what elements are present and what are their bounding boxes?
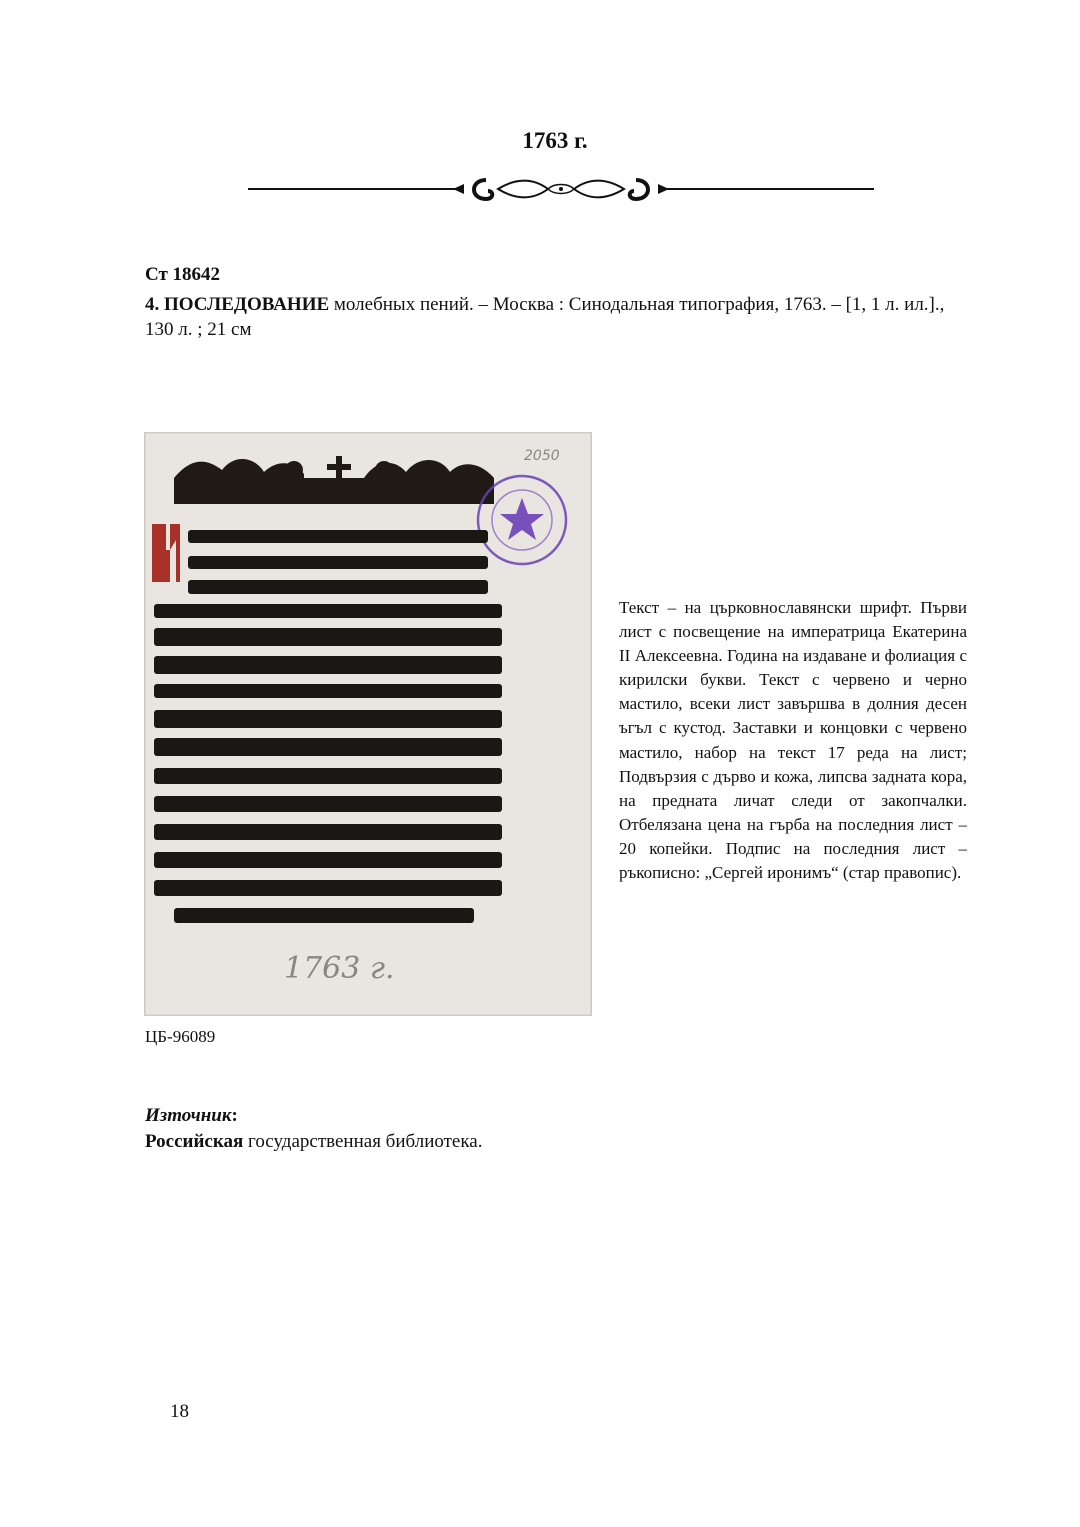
source-label-colon: : [231, 1105, 238, 1126]
source-institution [145, 1131, 482, 1153]
year-heading: 1763 г. [522, 128, 588, 153]
bibliographic-entry [145, 292, 969, 342]
source-label-text: Източник [145, 1105, 232, 1126]
page-number: 18 [170, 1401, 189, 1422]
scan-artwork [144, 432, 592, 1016]
scan-text-lines [154, 530, 502, 923]
source-institution-bold: Российская [145, 1131, 244, 1152]
source-label [145, 1105, 238, 1127]
description-text: Текст – на църковнославянски шрифт. Първи лист с посвещение на императрица Екатерина II Алексеевна. Година на издаване и фолиация с кирилски букви. Текст с червено и черно мастило, всеки лист завършва в долния десен ъгъл с кустод. Заставки и концовки с червено мастило, набор на текст 17 реда на лист; Подвързия с дърво и кожа, липсва задната кора, на предната личат следи от закопчалки. Отбелязана цена на гърба на последния лист – 20 копейки. Подпис на последния лист – ръкописно: „Сергей иронимъ“ (стар правопис). [619, 598, 967, 883]
pencil-year: 1763 г. [284, 951, 395, 986]
image-caption: ЦБ-96089 [145, 1027, 216, 1046]
title-page-scan [144, 432, 592, 1016]
entry-number: 4. [145, 294, 160, 315]
ornament-divider [248, 172, 874, 206]
entry-details: молебных пений. – Москва : Синодальная типография, 1763. – [1, 1 л. ил.]., 130 л. ; 21 см [145, 294, 945, 340]
catalog-number: Ст 18642 [145, 264, 221, 285]
entry-title: ПОСЛЕДОВАНИЕ [164, 294, 330, 315]
pencil-number: 2050 [524, 448, 560, 464]
source-institution-rest: государственная библиотека. [243, 1131, 483, 1152]
